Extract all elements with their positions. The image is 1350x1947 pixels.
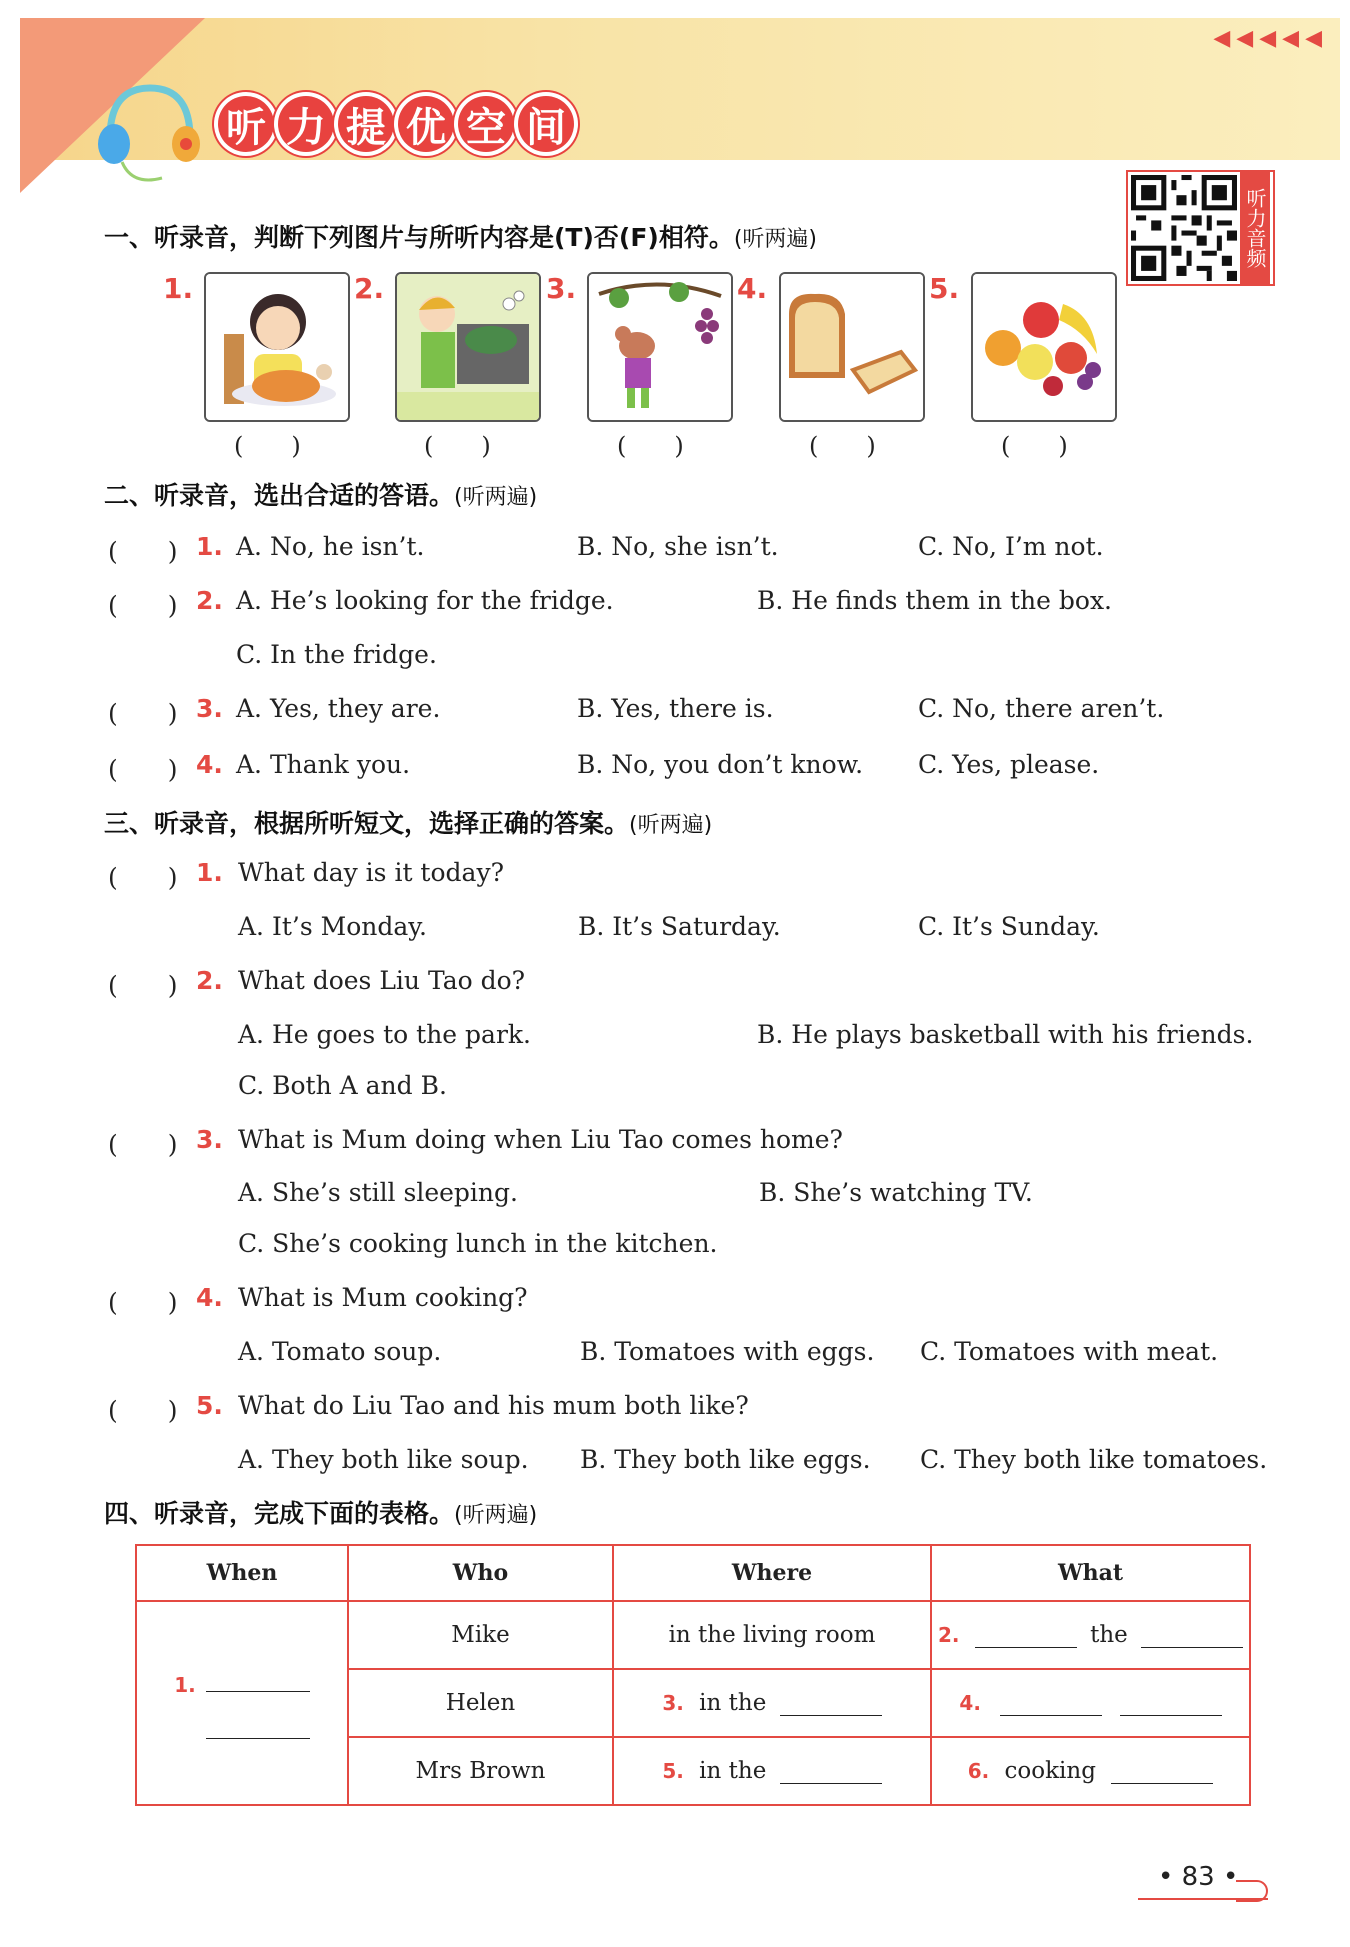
qr-code-icon[interactable] xyxy=(1131,175,1237,281)
blank-number: 6. xyxy=(967,1759,990,1783)
option-a: A. He’s looking for the fridge. xyxy=(236,586,614,615)
option-c: C. It’s Sunday. xyxy=(918,912,1100,941)
title-char: 力 xyxy=(278,96,334,152)
who-cell: Helen xyxy=(348,1669,613,1737)
what-text: the xyxy=(1090,1622,1128,1648)
where-cell: in the living room xyxy=(613,1601,931,1669)
answer-paren[interactable]: ( ) xyxy=(108,1288,178,1317)
answer-paren[interactable]: ( ) xyxy=(108,1130,178,1159)
table-row xyxy=(136,1601,1250,1669)
option-b: B. It’s Saturday. xyxy=(578,912,781,941)
picture-fruit xyxy=(971,272,1117,422)
bread-icon xyxy=(781,274,923,420)
answer-paren[interactable]: ( ) xyxy=(1001,432,1068,460)
picture-boy-cooking xyxy=(395,272,541,422)
answer-blank[interactable] xyxy=(975,1623,1077,1648)
option-a: A. Tomato soup. xyxy=(238,1337,442,1366)
answer-blank[interactable] xyxy=(780,1691,882,1716)
picture-number: 4. xyxy=(737,272,768,305)
question-number: 2. xyxy=(196,586,223,615)
blank-number: 1. xyxy=(174,1673,196,1697)
fruit-icon xyxy=(973,274,1115,420)
arrows-decoration: ◀◀◀◀◀ xyxy=(1213,26,1328,51)
section2-heading xyxy=(104,476,537,512)
table-header: When xyxy=(136,1545,348,1601)
blank-number: 3. xyxy=(662,1691,684,1715)
question-number: 1. xyxy=(196,532,223,561)
option-c: C. In the fridge. xyxy=(236,640,437,669)
picture-girl-eating-chicken xyxy=(204,272,350,422)
option-c: C. She’s cooking lunch in the kitchen. xyxy=(238,1229,718,1258)
answer-paren[interactable]: ( ) xyxy=(108,971,178,1000)
girl-eating-chicken-icon xyxy=(206,274,348,420)
section4-note: (听两遍) xyxy=(454,1503,538,1528)
section1-heading-text: 一、听录音，判断下列图片与所听内容是(T)否(F)相符。 xyxy=(104,223,734,252)
question-number: 3. xyxy=(196,694,223,723)
answer-blank[interactable] xyxy=(1141,1623,1243,1648)
section3-heading xyxy=(104,804,712,840)
option-b: B. They both like eggs. xyxy=(580,1445,871,1474)
page-title xyxy=(218,96,574,152)
mouse-grapes-icon xyxy=(589,274,731,420)
option-b: B. No, you don’t know. xyxy=(577,750,864,779)
where-text: in the xyxy=(699,1690,767,1716)
who-cell: Mike xyxy=(348,1601,613,1669)
option-c: C. No, I’m not. xyxy=(918,532,1104,561)
section1-heading xyxy=(104,218,817,254)
option-b: B. He plays basketball with his friends. xyxy=(757,1020,1254,1049)
table-header: Where xyxy=(613,1545,931,1601)
option-a: A. Yes, they are. xyxy=(236,694,441,723)
answer-paren[interactable]: ( ) xyxy=(108,699,178,728)
question-number: 1. xyxy=(196,858,223,887)
title-char: 间 xyxy=(518,96,574,152)
section3-note: (听两遍) xyxy=(629,813,713,838)
section2-note: (听两遍) xyxy=(454,485,538,510)
question-text: What do Liu Tao and his mum both like? xyxy=(238,1391,749,1420)
question-number: 3. xyxy=(196,1125,223,1154)
picture-number: 1. xyxy=(163,272,194,305)
question-number: 5. xyxy=(196,1391,223,1420)
table-header: Who xyxy=(348,1545,613,1601)
answer-blank[interactable] xyxy=(780,1759,882,1784)
picture-number: 5. xyxy=(929,272,960,305)
answer-blank[interactable] xyxy=(1000,1691,1102,1716)
option-a: A. It’s Monday. xyxy=(238,912,428,941)
answer-blank[interactable] xyxy=(1120,1691,1222,1716)
picture-bread xyxy=(779,272,925,422)
info-table xyxy=(135,1544,1251,1806)
what-cell xyxy=(931,1737,1250,1805)
when-cell xyxy=(136,1601,348,1805)
qr-label: 听力音频 xyxy=(1240,172,1270,284)
what-cell xyxy=(931,1601,1250,1669)
what-cell xyxy=(931,1669,1250,1737)
answer-paren[interactable]: ( ) xyxy=(234,432,301,460)
where-text: in the xyxy=(699,1758,767,1784)
qr-code-box[interactable] xyxy=(1126,170,1275,286)
question-text: What day is it today? xyxy=(238,858,504,887)
where-cell xyxy=(613,1737,931,1805)
blank-number: 2. xyxy=(937,1623,960,1647)
option-a: A. They both like soup. xyxy=(238,1445,529,1474)
question-number: 4. xyxy=(196,750,223,779)
what-text: cooking xyxy=(1004,1758,1096,1784)
blank-number: 5. xyxy=(662,1759,684,1783)
answer-paren[interactable]: ( ) xyxy=(108,755,178,784)
answer-blank[interactable] xyxy=(1111,1759,1213,1784)
option-b: B. Tomatoes with eggs. xyxy=(580,1337,875,1366)
answer-blank[interactable] xyxy=(206,1714,310,1739)
title-char: 听 xyxy=(218,96,274,152)
picture-number: 2. xyxy=(354,272,385,305)
answer-paren[interactable]: ( ) xyxy=(424,432,491,460)
option-b: B. No, she isn’t. xyxy=(577,532,779,561)
boy-cooking-icon xyxy=(397,274,539,420)
option-b: B. Yes, there is. xyxy=(577,694,774,723)
option-b: B. She’s watching TV. xyxy=(759,1178,1033,1207)
page-number: • 83 • xyxy=(1158,1862,1239,1892)
title-char: 空 xyxy=(458,96,514,152)
section3-heading-text: 三、听录音，根据所听短文，选择正确的答案。 xyxy=(104,809,630,838)
section4-heading-text: 四、听录音，完成下面的表格。 xyxy=(104,1499,455,1528)
option-a: A. She’s still sleeping. xyxy=(238,1178,518,1207)
answer-paren[interactable]: ( ) xyxy=(108,1396,178,1425)
answer-paren[interactable]: ( ) xyxy=(617,432,684,460)
title-char: 优 xyxy=(398,96,454,152)
answer-blank[interactable] xyxy=(206,1667,310,1692)
table-header-row xyxy=(136,1545,1250,1601)
who-cell: Mrs Brown xyxy=(348,1737,613,1805)
option-c: C. They both like tomatoes. xyxy=(920,1445,1268,1474)
question-text: What is Mum doing when Liu Tao comes home? xyxy=(238,1125,843,1154)
section1-note: (听两遍) xyxy=(733,227,818,252)
question-text: What does Liu Tao do? xyxy=(238,966,526,995)
answer-paren[interactable]: ( ) xyxy=(108,537,178,566)
answer-paren[interactable]: ( ) xyxy=(108,591,178,620)
option-a: A. He goes to the park. xyxy=(238,1020,532,1049)
option-a: A. No, he isn’t. xyxy=(236,532,425,561)
answer-paren[interactable]: ( ) xyxy=(809,432,876,460)
section4-heading xyxy=(104,1494,537,1530)
page-hook-decoration xyxy=(1236,1880,1268,1902)
picture-mouse-grapes xyxy=(587,272,733,422)
section2-heading-text: 二、听录音，选出合适的答语。 xyxy=(104,481,455,510)
question-number: 4. xyxy=(196,1283,223,1312)
option-c: C. Tomatoes with meat. xyxy=(920,1337,1219,1366)
headphones-icon xyxy=(92,78,202,188)
question-text: What is Mum cooking? xyxy=(238,1283,528,1312)
question-number: 2. xyxy=(196,966,223,995)
where-cell xyxy=(613,1669,931,1737)
option-a: A. Thank you. xyxy=(236,750,411,779)
option-b: B. He finds them in the box. xyxy=(757,586,1112,615)
table-header: What xyxy=(931,1545,1250,1601)
title-char: 提 xyxy=(338,96,394,152)
picture-number: 3. xyxy=(546,272,577,305)
option-c: C. Yes, please. xyxy=(918,750,1100,779)
blank-number: 4. xyxy=(959,1691,981,1715)
option-c: C. No, there aren’t. xyxy=(918,694,1165,723)
answer-paren[interactable]: ( ) xyxy=(108,863,178,892)
option-c: C. Both A and B. xyxy=(238,1071,447,1100)
